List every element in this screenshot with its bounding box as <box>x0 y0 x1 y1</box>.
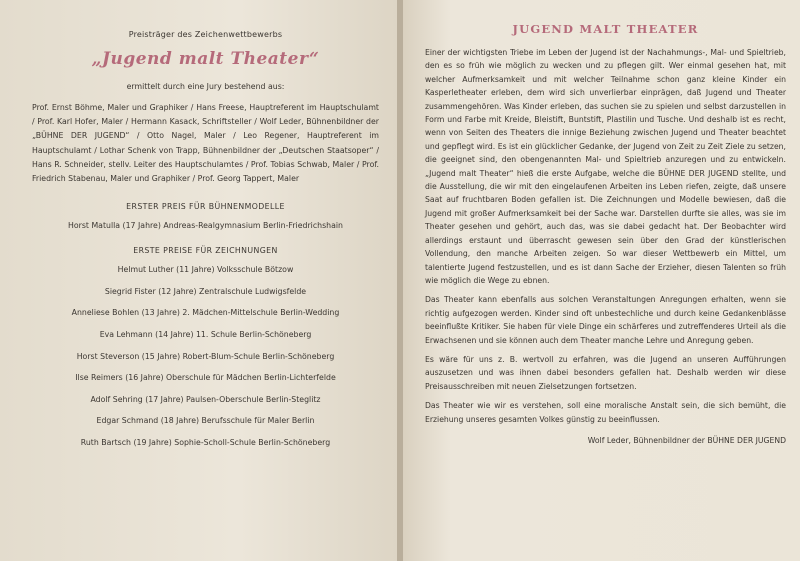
left-page <box>0 0 397 561</box>
list-item: Helmut Luther (11 Jahre) Volksschule Bötzow <box>117 265 294 275</box>
first-prize-heading: ERSTER PREIS FÜR BÜHNENMODELLE <box>126 202 285 212</box>
drawing-winners-list <box>32 265 379 447</box>
list-item: Edgar Schmand (18 Jahre) Berufsschule für Maler Berlin <box>96 416 315 426</box>
article-paragraph: Es wäre für uns z. B. wertvoll zu erfahren, was die Jugend an unseren Aufführungen auszusetzen und was ihnen dabei besonders gefallen hat. Deshalb werden wir diese Preisausschreiben mit neuen Zielsetzungen fortsetzen. <box>425 354 786 391</box>
list-item: Adolf Sehring (17 Jahre) Paulsen-Oberschule Berlin-Steglitz <box>90 394 321 404</box>
list-item: Anneliese Bohlen (13 Jahre) 2. Mädchen-Mittelschule Berlin-Wedding <box>71 308 340 318</box>
list-item: Eva Lehmann (14 Jahre) 11. Schule Berlin-Schöneberg <box>99 330 312 339</box>
drawing-prizes-heading: ERSTE PREISE FÜR ZEICHNUNGEN <box>133 246 278 256</box>
list-item: Ruth Bartsch (19 Jahre) Sophie-Scholl-Schule Berlin-Schöneberg <box>80 437 331 447</box>
article-paragraph: Einer der wichtigsten Triebe im Leben der Jugend ist der Nachahmungs-, Mal- und Spieltrieb, den es so früh wie möglich zu wecken und zu pflegen gilt. Wer einmal gesehen hat, mit welcher Aufmerksamkeit und mit welcher Teilnahme schon ganz kleine Kinder ein Kasperletheater erleben, dem wird sich unverlierbar einprägen, daß Jugend und Theater zusammengehören. Was Kinder erleben, das suchen sie zu spielen und selbst darzustellen in Form und Farbe mit Kreide, Bleistift, Buntstift, Plastilin und Tusche. Und deshalb ist es recht, wenn von Seiten des Theaters die innige Beziehung zwischen Jugend und Theater beachtet und gepflegt wird. Es ist ein glücklicher Gedanke, der Jugend von Zeit zu Zeit Ziele zu setzen, die geeignet sind, den obengenannten Mal- und Spieltrieb anzuregen und zu entwickeln. „Jugend malt Theater“ hieß die erste Aufgabe, welche die BÜHNE DER JUGEND stellte, und die Ausstellung, die wir mit den eingelaufenen Arbeiten ins Leben riefen, zeigte, daß unsere Saat auf fruchtbaren Boden gefallen ist. Die Zeichnungen und Modelle bewiesen, daß die Jugend mit großer Aufmerksamkeit bei der Sache war. Darstellen durfte sie alles, was sie im Theater gesehen und gehört, auch das, was sie dabei gedacht hat. Der Beobachter wird allerdings erstaunt und überrascht gewesen sein über den Grad der künstlerischen Vollendung, den manche Arbeiten zeigen. So war dieser Wettbewerb ein Mittel, um talentierte Jugend festzustellen, und es ist dann Sache der Erzieher, diesen Talenten so früh wie möglich die Wege zu ebnen. <box>425 48 786 285</box>
list-item: Siegrid Fister (12 Jahre) Zentralschule Ludwigsfelde <box>104 286 307 296</box>
list-item: Horst Steverson (15 Jahre) Robert-Blum-Schule Berlin-Schöneberg <box>76 351 335 361</box>
list-item: Ilse Reimers (16 Jahre) Oberschule für Mädchen Berlin-Lichterfelde <box>75 373 336 383</box>
competition-title: „Jugend malt Theater“ <box>91 49 320 69</box>
first-prize-winner: Horst Matulla (17 Jahre) Andreas-Realgymnasium Berlin-Friedrichshain <box>68 221 343 231</box>
intro-line: Preisträger des Zeichenwettbewerbs <box>128 30 283 39</box>
article-paragraph: Das Theater wie wir es verstehen, soll eine moralische Anstalt sein, die sich bemüht, die Erziehung unseres gesamten Volkes günstig zu beeinflussen. <box>425 401 786 424</box>
jury-intro: ermittelt durch eine Jury bestehend aus: <box>126 82 285 91</box>
right-page <box>403 0 800 561</box>
article-title: JUGEND MALT THEATER <box>512 22 699 36</box>
author-signature: Wolf Leder, Bühnenbildner der BÜHNE DER JUGEND <box>587 435 786 445</box>
article-paragraph: Das Theater kann ebenfalls aus solchen Veranstaltungen Anregungen erhalten, wenn sie richtig aufgezogen werden. Kinder sind oft unbestechliche und durch keine Gedankenblässe beeinflußte Kritiker. Sie haben für viele Dinge ein schärferes und zutreffenderes Urteil als die Erwachsenen und sie können auch dem Theater manche Lehre und Anregung geben. <box>425 295 786 345</box>
jury-list: Prof. Ernst Böhme, Maler und Graphiker / Hans Freese, Hauptreferent im Hauptschulamt / Prof. Karl Hofer, Maler / Hermann Kasack, Schriftsteller / Wolf Leder, Bühnenbildner der „BÜHNE DER JUGEND“ / Otto Nagel, Maler / Leo Regener, Hauptreferent im Hauptschulamt / Lothar Schenk von Trapp, Bühnenbildner der „Deutschen Staatsoper“ / Hans R. Schneider, stellv. Leiter des Hauptschulamtes / Prof. Tobias Schwab, Maler / Prof. Friedrich Stabenau, Maler und Graphiker / Prof. Georg Tappert, Maler <box>32 103 379 184</box>
